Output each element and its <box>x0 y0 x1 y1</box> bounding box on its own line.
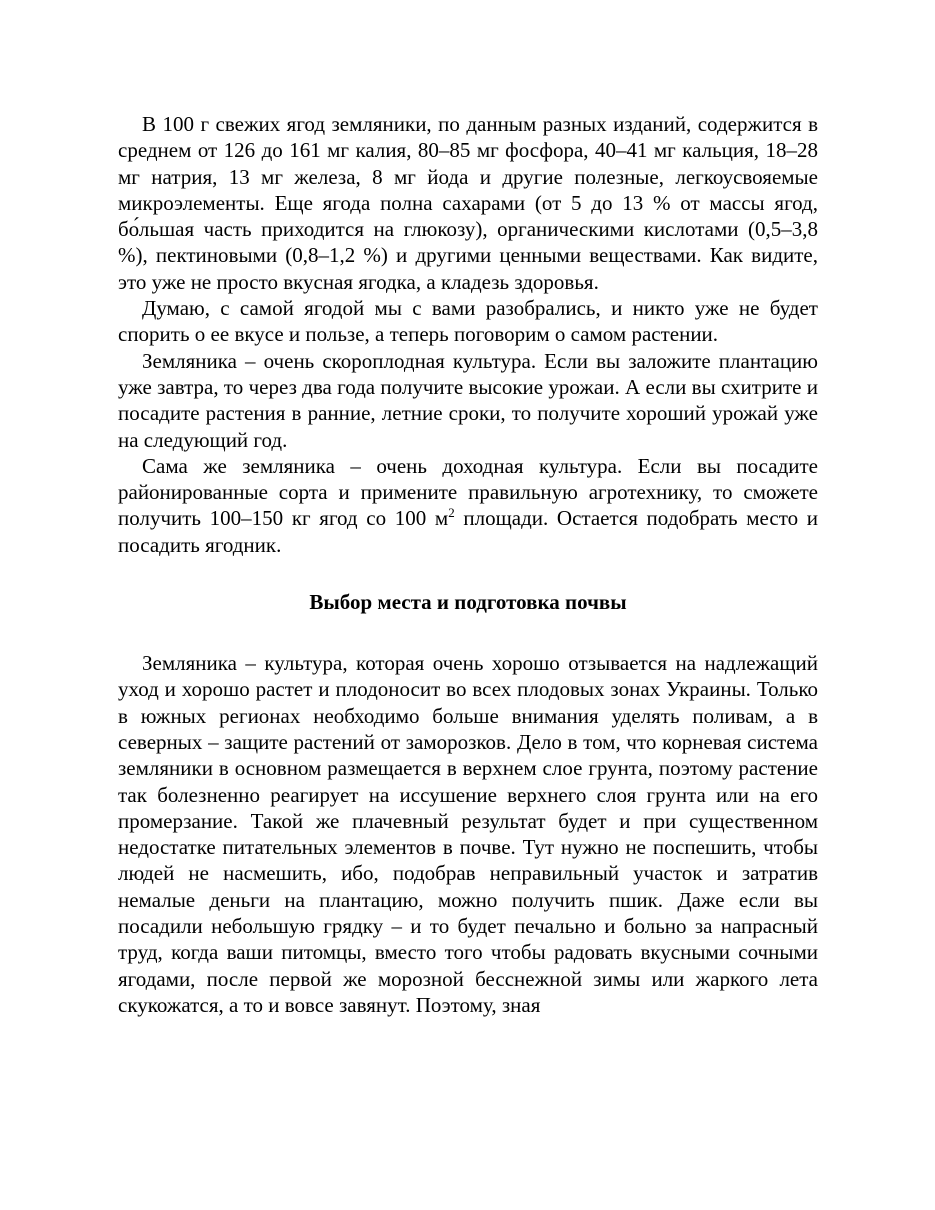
paragraph-nutrients: В 100 г свежих ягод земляники, по данным разных изданий, содержится в среднем от 126 до 161 мг калия, 80–85 мг фосфора, 40–41 мг кальция, 18–28 мг натрия, 13 мг железа, 8 мг йода и другие полезные, легкоусвояемые микроэлементы. Еще ягода полна сахарами (от 5 до 13 % от массы ягод, бо́льшая часть приходится на глюкозу), органическими кислотами (0,5–3,8 %), пектиновыми (0,8–1,2 %) и другими ценными веществами. Как видите, это уже не просто вкусная ягодка, а кладезь здоровья. <box>118 112 818 294</box>
square-meter-superscript: 2 <box>448 505 455 521</box>
profitability-text-start: Сама же земляника – очень доходная культура. Если вы посадите районированные сорта и примените правильную агротехнику, то сможете получить 100–150 кг ягод со 100 м <box>118 453 818 531</box>
section-heading: Выбор места и подготовка почвы <box>309 590 627 615</box>
profitability-text-end: площади. Остается подобрать место и посадить ягодник. <box>118 506 819 557</box>
document-page <box>118 111 818 1018</box>
paragraph-early-fruiting: Земляника – очень скороплодная культура. Если вы заложите плантацию уже завтра, то через два года получите высокие урожаи. А если вы схитрите и посадите растения в ранние, летние сроки, то получите хороший урожай уже на следующий год. <box>118 348 818 452</box>
paragraph-site-selection: Земляника – культура, которая очень хорошо отзывается на надлежащий уход и хорошо растет и плодоносит во всех плодовых зонах Украины. Только в южных регионах необходимо больше внимания уделять поливам, а в северных – защите растений от заморозков. Дело в том, что корневая система земляники в основном размещается в верхнем слое грунта, поэтому растение так болезненно реагирует на иссушение верхнего слоя грунта или на его промерзание. Такой же плачевный результат будет и при существенном недостатке питательных элементов в почве. Тут нужно не поспешить, чтобы людей не насмешить, ибо, подобрав неправильный участок и затратив немалые деньги на плантацию, можно получить пшик. Даже если вы посадили небольшую грядку – и то будет печально и больно за напрасный труд, когда ваши питомцы, вместо того чтобы радовать вкусными сочными ягодами, после первой же морозной бесснежной зимы или жаркого лета скукожатся, а то и вовсе завянут. Поэтому, зная <box>118 651 818 1017</box>
paragraph-profitability <box>118 453 818 558</box>
paragraph-about-plant: Думаю, с самой ягодой мы с вами разобрались, и никто уже не будет спорить о ее вкусе и пользе, а теперь поговорим о самом растении. <box>118 296 818 347</box>
